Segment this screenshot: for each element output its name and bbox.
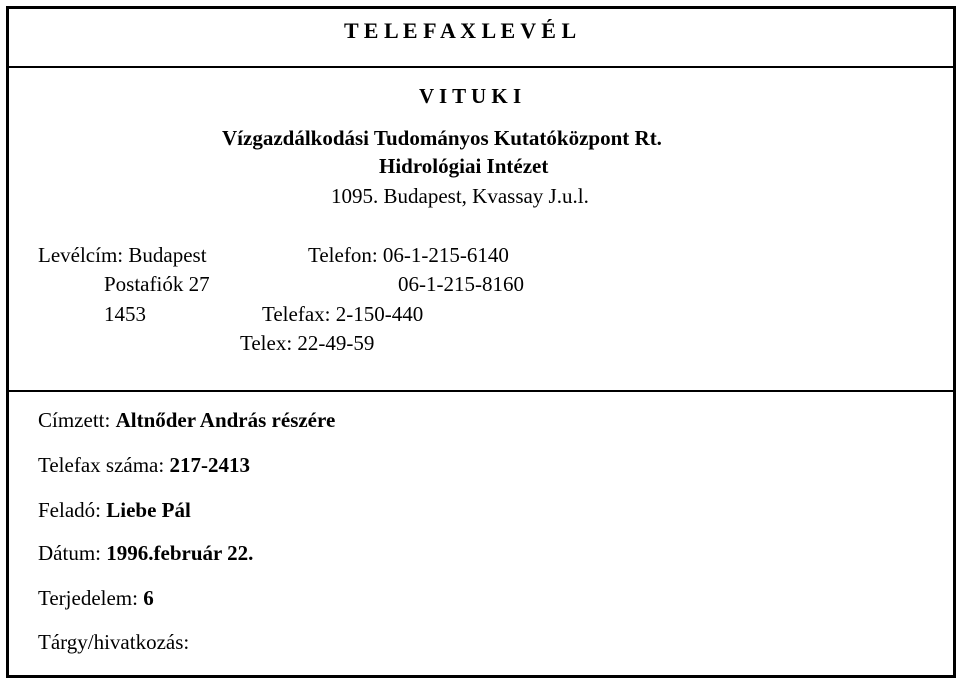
sender-value: Liebe Pál (106, 498, 191, 522)
organization-full-name: Vízgazdálkodási Tudományos Kutatóközpont Rt. (222, 126, 662, 150)
telex-number: 22-49-59 (297, 331, 375, 355)
recipient-label: Címzett: (38, 408, 111, 432)
header-divider (6, 66, 956, 68)
sender-label: Feladó: (38, 498, 101, 522)
mail-label: Levélcím: (38, 243, 124, 267)
telefax-number: 2-150-440 (335, 302, 424, 326)
date-label: Dátum: (38, 541, 101, 565)
subject-label: Tárgy/hivatkozás: (38, 630, 190, 654)
recipient-field (38, 410, 335, 431)
telefax-label: Telefax: (262, 302, 331, 326)
telex-line (240, 333, 374, 354)
fax-number-label: Telefax száma: (38, 453, 165, 477)
mail-pobox: Postafiók 27 (104, 272, 210, 296)
phone-number-2: 06-1-215-8160 (398, 272, 524, 296)
mail-postal-code: 1453 (104, 302, 146, 326)
mail-address-line-1 (38, 245, 207, 266)
document-title: T E L E F A X L E V É L (344, 18, 577, 43)
subject-field (38, 632, 189, 653)
organization-short-name: V I T U K I (419, 84, 522, 108)
phone-line-1 (308, 245, 509, 266)
sender-field (38, 500, 191, 521)
phone-number-1: 06-1-215-6140 (382, 243, 509, 267)
section-divider (6, 390, 956, 392)
date-value: 1996.február 22. (106, 541, 254, 565)
extent-value: 6 (143, 586, 154, 610)
mail-city: Budapest (128, 243, 207, 267)
phone-label: Telefon: (308, 243, 378, 267)
extent-field (38, 588, 154, 609)
fax-number-field (38, 455, 250, 476)
extent-label: Terjedelem: (38, 586, 138, 610)
recipient-value: Altnőder András részére (115, 408, 336, 432)
organization-institute: Hidrológiai Intézet (379, 154, 549, 178)
organization-address: 1095. Budapest, Kvassay J.u.l. (331, 184, 589, 208)
date-field (38, 543, 253, 564)
telex-label: Telex: (240, 331, 293, 355)
fax-number-value: 217-2413 (169, 453, 250, 477)
telefax-line (262, 304, 423, 325)
